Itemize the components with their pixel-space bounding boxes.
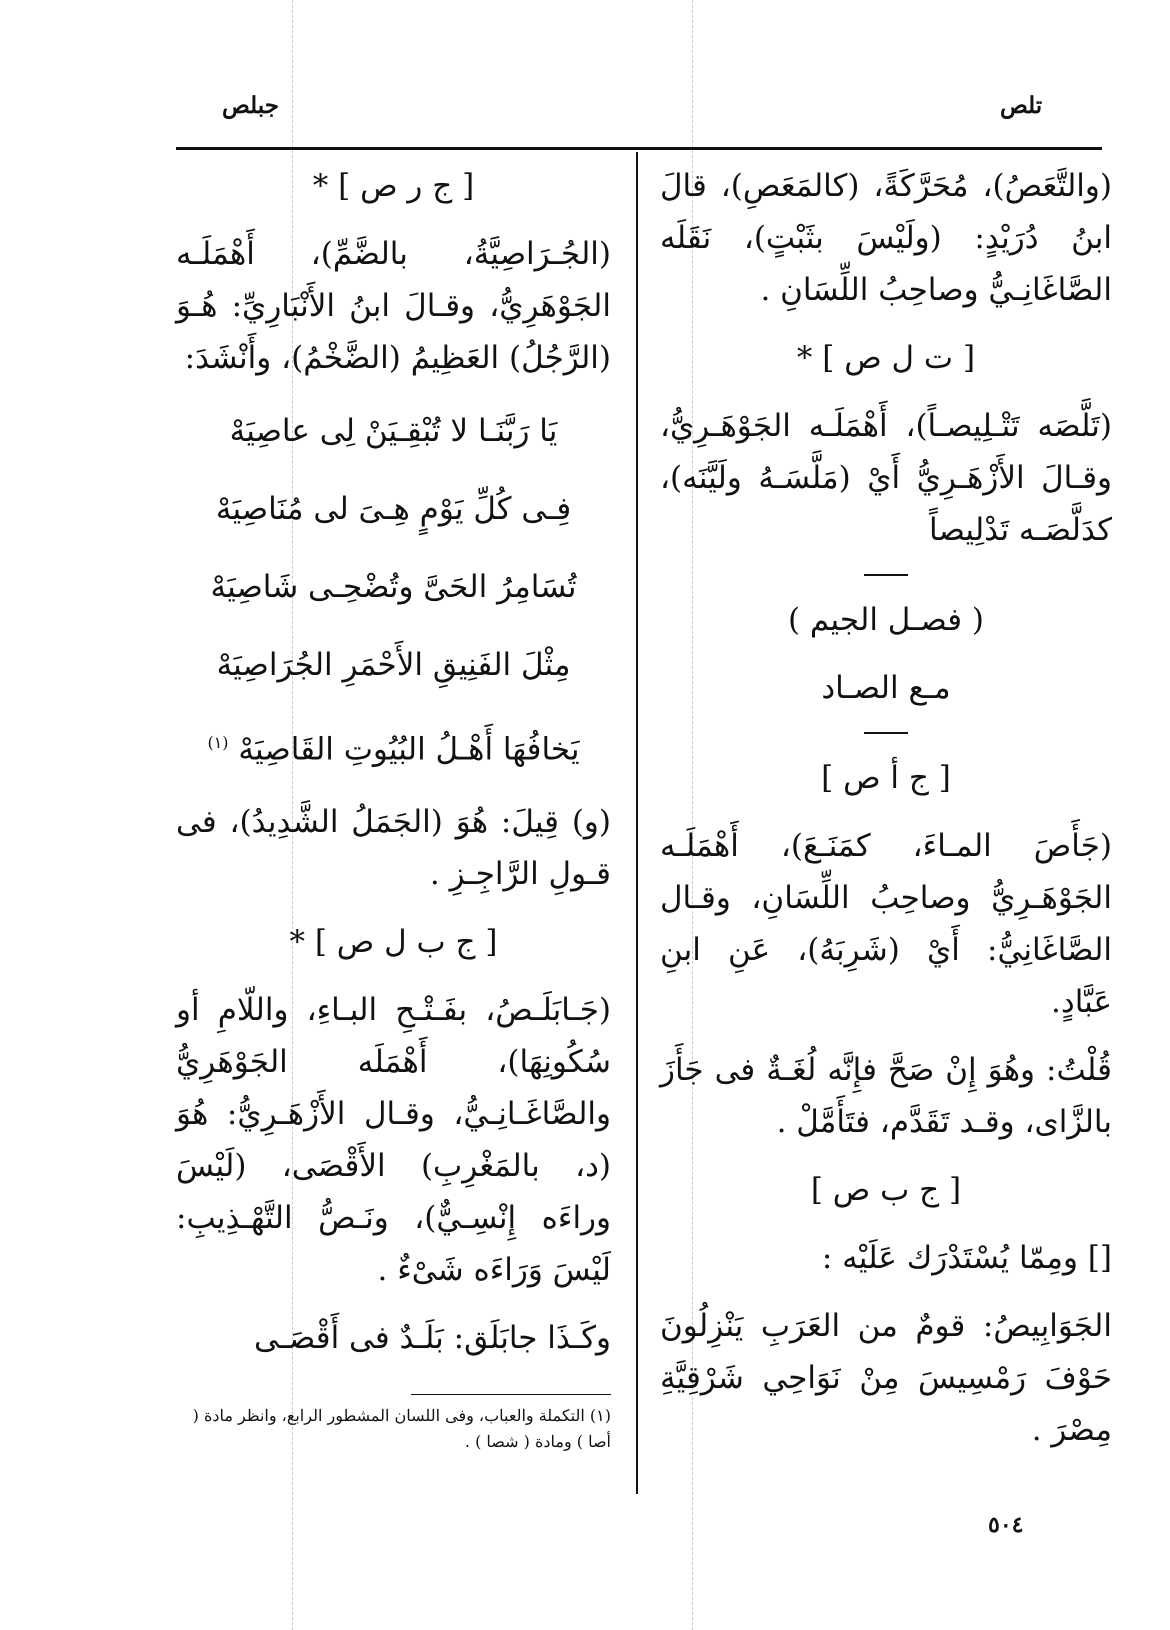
- header-left-word: جبلص: [222, 92, 279, 119]
- paragraph: (جَـابَلَـصُ، بفَـتْـحِ البـاءِ، واللّامِ أو سُكُونِهَا)، أَهْمَلَه الجَوْهَرِيُّ والصَّاغَـانِـيُّ، وقـال الأَزْهَـرِيُّ: هُوَ (د، بالمَغْرِبِ) الأَقْصَى، (لَيْسَ وراءَه إِنْسِـيٌّ)، ونَـصُّ التَّهْـذِيبِ: لَيْسَ وَرَاءَه شَىْءٌ .: [176, 992, 611, 1289]
- header-right-word: تلص: [1000, 92, 1043, 119]
- paragraph: (والتَّعَصُ)، مُحَرَّكَةً، (كالمَعَصِ)، قالَ ابنُ دُرَيْدٍ: (ولَيْسَ بثَبْتٍ)، نَقَلَه الصَّاغَانِـيُّ وصاحِبُ اللِّسَانِ .: [660, 168, 1112, 308]
- footnote-marker: (١): [207, 733, 229, 752]
- verse-line: [176, 712, 611, 780]
- verse-line: تُسَامِرُ الحَىَّ وتُضْحِـى شَاصِيَهْ: [210, 569, 577, 605]
- entry-heading: [ ج أ ص ]: [821, 760, 951, 796]
- verse-text: يَخافُهَا أَهْـلُ البُيُوتِ القَاصِيَهْ: [238, 731, 580, 768]
- entry-heading: [ ج ر ص ] *: [312, 168, 475, 204]
- page-number: ٥٠٤: [988, 1512, 1024, 1538]
- entry-heading: [ ج ب ص ]: [810, 1172, 962, 1208]
- paragraph: [] ومِمّا يُسْتَدْرَك عَلَيْه :: [821, 1240, 1112, 1276]
- footnote-rule: [411, 1394, 611, 1395]
- paragraph: وكَـذَا جابَلَق: بَلَـدٌ فى أَقْصَـى: [253, 1320, 611, 1357]
- section-title: ( فصـل الجيم ): [787, 602, 985, 638]
- paragraph: (جَأَصَ المـاءَ، كمَنَـعَ)، أَهْمَلَـه الجَوْهَـرِيُّ وصاحِبُ اللِّسَانِ، وقـال الصَّاغَانِيُّ: أَيْ (شَرِبَهُ)، عَنِ ابنِ عَبَّادٍ.: [660, 828, 1112, 1020]
- verse-line: مِثْلَ الفَنِيقِ الأَحْمَرِ الجُرَاصِيَهْ: [216, 647, 571, 683]
- left-column: [176, 160, 611, 1471]
- verse-line: يَا رَبَّنَـا لا تُبْقِـيَنْ لِى عاصِيَهْ: [229, 413, 558, 449]
- column-divider: [636, 152, 638, 1494]
- paragraph: الجَوَابِيصُ: قومٌ من العَرَبِ يَنْزِلُونَ حَوْفَ رَمْسِيسَ مِنْ نَوَاحِي شَرْقِيَّةِ مِصْرَ .: [660, 1308, 1112, 1448]
- section-subtitle: مـع الصـاد: [821, 670, 951, 706]
- paragraph: (تَلَّصَه تَتْـلِيصـاً)، أَهْمَلَـه الجَوْهَـرِيُّ، وقـالَ الأَزْهَـرِيُّ أَيْ (مَلَّسَـهُ ولَيَّنَه)، كدَلَّصَـه تَدْلِيصاً: [660, 408, 1112, 548]
- paragraph: قُلْتُ: وهُوَ إِنْ صَحَّ فإِنَّه لُغَـةٌ فى جَأَزَ بالزَّاى، وقـد تَقَدَّم، فتَأَمَّلْ .: [660, 1052, 1112, 1140]
- header-rule: [176, 147, 1102, 150]
- paragraph: (الجُـرَاصِيَّةُ، بالضَّمِّ)، أَهْمَلَـه الجَوْهَرِيُّ، وقـالَ ابنُ الأَنْبَارِيِّ: هُـوَ (الرَّجُلُ) العَظِيمُ (الضَّخْمُ)، وأَنْشَدَ:: [176, 236, 611, 376]
- verse-line: فِـى كُلِّ يَوْمٍ هِـىَ لى مُنَاصِيَهْ: [215, 491, 572, 527]
- footnote: (١) التكملة والعباب، وفى اللسان المشطور الرابع، وانظر مادة ( أصا ) ومادة ( شصا ) .: [192, 1406, 611, 1452]
- section-rule: [864, 574, 908, 576]
- entry-heading: [ ج ب ل ص ] *: [289, 924, 498, 961]
- section-rule: [864, 732, 908, 734]
- right-column: [660, 160, 1112, 1472]
- poem: [176, 400, 611, 780]
- paragraph: (و) قِيلَ: هُوَ (الجَمَلُ الشَّدِيدُ)، فى قـولِ الرَّاجِـزِ .: [176, 804, 611, 893]
- entry-heading: [ ت ل ص ] *: [796, 340, 976, 376]
